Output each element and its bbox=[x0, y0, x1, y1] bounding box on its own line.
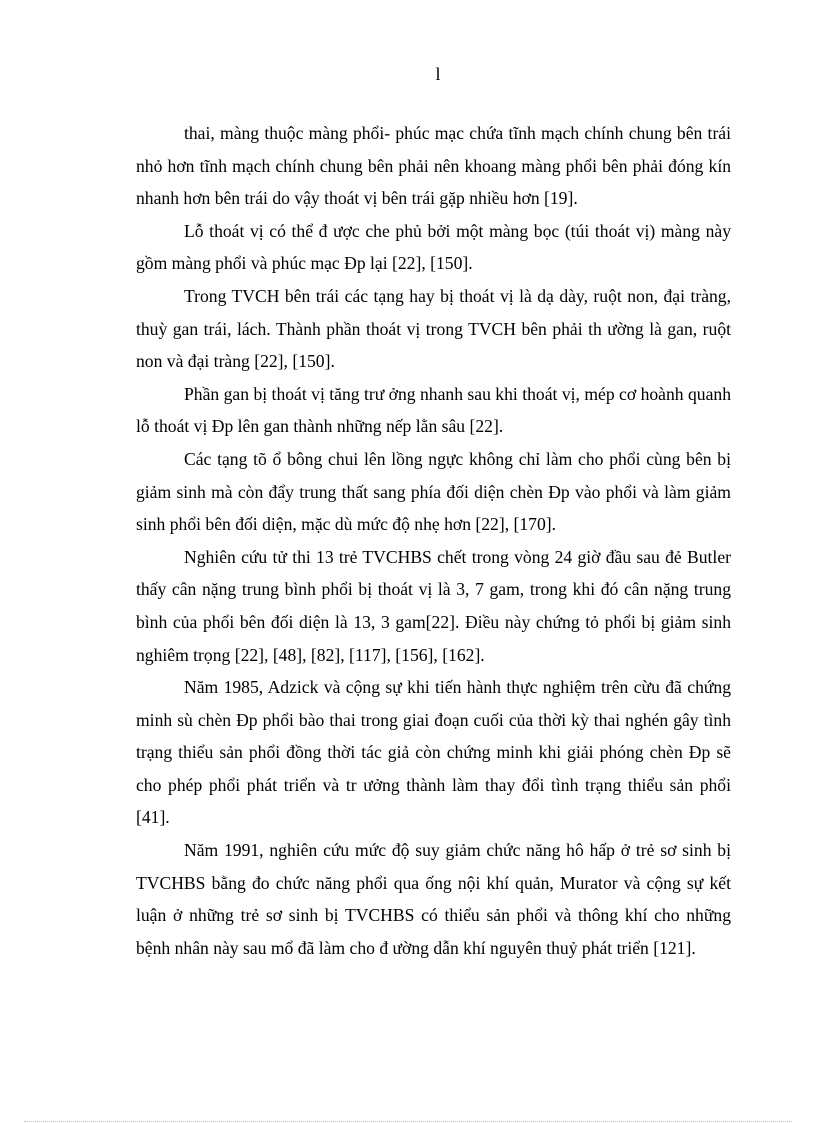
body-text bbox=[136, 117, 731, 964]
paragraph: Lỗ thoát vị có thể đ ược che phủ bởi một màng bọc (túi thoát vị) màng này gồm màng phổi và phúc mạc Đp lại [22], [150]. bbox=[136, 220, 731, 274]
paragraph: Năm 1991, nghiên cứu mức độ suy giảm chức năng hô hấp ở trẻ sơ sinh bị TVCHBS bằng đo chức năng phổi qua ống nội khí quản, Murator và cộng sự kết luận ở những trẻ sơ sinh bị TVCHBS có thiểu sản phổi và thông khí cho những bệnh nhân này sau mổ đã làm cho đ ường dẫn khí nguyên thuỷ phát triển [121]. bbox=[136, 840, 731, 958]
paragraph: Năm 1985, Adzick và cộng sự khi tiến hành thực nghiệm trên cừu đã chứng minh sù chèn Đp phổi bào thai trong giai đoạn cuối của thời kỳ thai nghén gây tình trạng thiểu sản phổi đồng thời tác giả còn chứng minh khi giải phóng chèn Đp sẽ cho phép phổi phát triển và tr ưởng thành làm thay đổi tình trạng thiểu sản phổi [41]. bbox=[136, 677, 731, 828]
paragraph: Các tạng tõ ổ bông chui lên lồng ngực không chỉ làm cho phổi cùng bên bị giảm sinh mà còn đẩy trung thất sang phía đối diện chèn Đp vào phổi và làm giảm sinh phổi bên đối diện, mặc dù mức độ nhẹ hơn [22], [170]. bbox=[136, 448, 731, 535]
paragraph: Nghiên cứu tử thi 13 trẻ TVCHBS chết trong vòng 24 giờ đầu sau đẻ Butler thấy cân nặng trung bình phổi bị thoát vị là 3, 7 gam, trong khi đó cân nặng trung bình của phổi bên đối diện là 13, 3 gam[22]. Điều này chứng tỏ phổi bị giảm sinh nghiêm trọng [22], [48], [82], [117], [156], [162]. bbox=[136, 546, 731, 665]
page-bottom-border bbox=[24, 1121, 792, 1122]
paragraph: thai, màng thuộc màng phổi- phúc mạc chứa tĩnh mạch chính chung bên trái nhỏ hơn tĩnh mạch chính chung bên phải nên khoang màng phổi bên phải đóng kín nhanh hơn bên trái do vậy thoát vị bên trái gặp nhiều hơn [19]. bbox=[136, 123, 731, 209]
page-number: l bbox=[435, 64, 441, 84]
paragraph: Phần gan bị thoát vị tăng trư ởng nhanh sau khi thoát vị, mép cơ hoành quanh lỗ thoát vị Đp lên gan thành những nếp lằn sâu [22]. bbox=[136, 383, 731, 437]
paragraph: Trong TVCH bên trái các tạng hay bị thoát vị là dạ dày, ruột non, đại tràng, thuỳ gan trái, lách. Thành phần thoát vị trong TVCH bên phải th ường là gan, ruột non và đại tràng [22], [150]. bbox=[136, 285, 731, 372]
